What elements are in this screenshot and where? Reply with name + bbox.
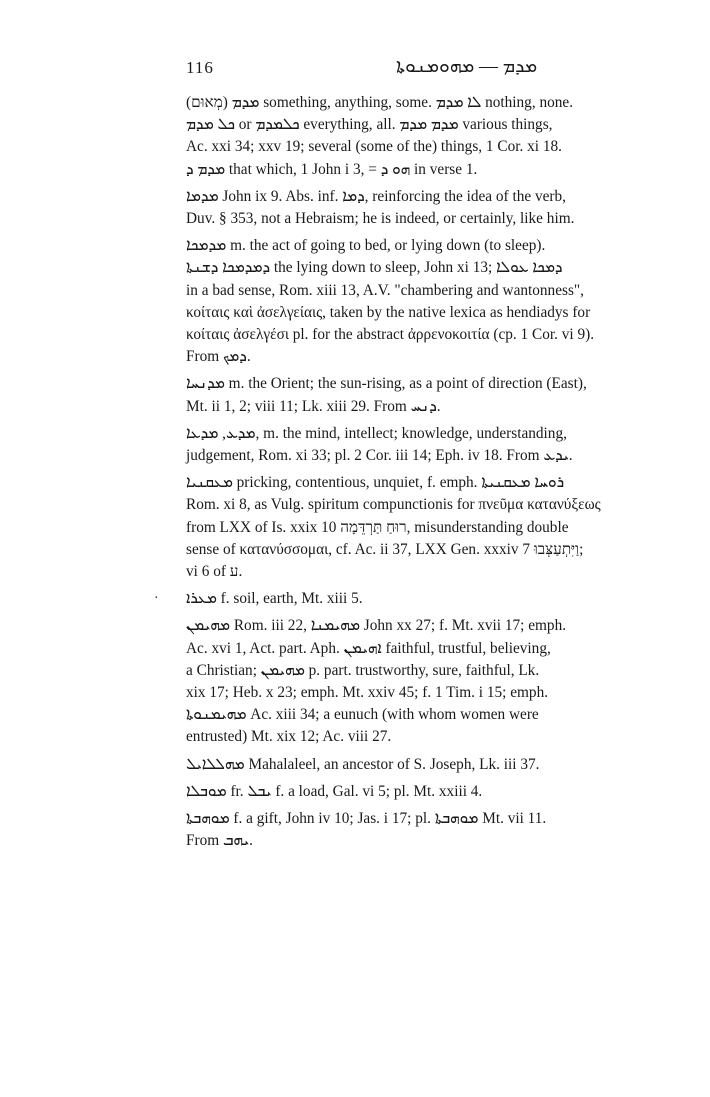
- entry-line: Rom. xi 8, as Vulg. spiritum compunctionis for πνεῦμα κατανύξεως: [186, 496, 601, 514]
- entry-line: Mt. ii 1, 2; viii 11; Lk. xiii 29. From ܕܢܚ.: [186, 397, 441, 415]
- entry-line: ܡܥܩܢܝܐ pricking, contentious, unquiet, f. emph. ܪܘܚܐ ܡܥܩܢܝܬܐ: [186, 474, 565, 492]
- dictionary-entry: [186, 615, 680, 748]
- entry-line: ܡܘܗܒܬܐ f. a gift, John iv 10; Jas. i 17; pl. ܡܘܗܒܬܐ Mt. vii 11.: [186, 810, 547, 828]
- entry-line: ܡܗܝܡܢ Rom. iii 22, ܡܗܝܡܢܐ John xx 27; f. Mt. xvii 17; emph.: [186, 617, 567, 635]
- entry-line: κοίταις ἀσελγέσι pl. for the abstract ἀρρενοκοιτία (cp. 1 Cor. vi 9).: [186, 326, 595, 344]
- page-header: [186, 52, 680, 82]
- entry-list: [154, 92, 680, 858]
- entry-line: From ܝܗܒ.: [186, 832, 253, 850]
- running-title: ܡܕܡ — ܡܗܘܡܢܘܬܐ: [396, 56, 538, 77]
- entry-line: ܡܕܡ (מְאוּם) something, anything, some. ܠܐ ܡܕܡ nothing, none.: [186, 94, 574, 111]
- dictionary-entry: [186, 472, 680, 583]
- entry-line: ܡܕܡܟܐ m. the act of going to bed, or lying down (to sleep).: [186, 237, 546, 255]
- entry-line: judgement, Rom. xi 33; pl. 2 Cor. iii 14; Eph. iv 18. From ܝܕܥ.: [186, 447, 573, 465]
- entry-line: sense of κατανύσσομαι, cf. Ac. ii 37, LXX Gen. xxxiv 7 וַיִּתְעַצְּבוּ;: [186, 540, 584, 558]
- entry-line: a Christian; ܡܗܝܡܢ p. part. trustworthy, sure, faithful, Lk.: [186, 661, 540, 679]
- entry-line: Ac. xxi 34; xxv 19; several (some of the) things, 1 Cor. xi 18.: [186, 138, 562, 156]
- entry-line: entrusted) Mt. xix 12; Ac. viii 27.: [186, 728, 392, 746]
- entry-line: Duv. § 353, not a Hebraism; he is indeed, or certainly, like him.: [186, 210, 575, 228]
- entry-line: ܡܕܡ ܕ that which, 1 John i 3, = ܗܘ ܕ in verse 1.: [186, 160, 478, 178]
- dictionary-entry: [186, 754, 680, 776]
- entry-line: ܡܗܠܠܐܝܠ Mahalaleel, an ancestor of S. Joseph, Lk. iii 37.: [186, 755, 540, 773]
- dictionary-entry: [186, 808, 680, 852]
- dictionary-entry: [186, 373, 680, 417]
- entry-line: vi 6 of ע.: [186, 563, 243, 581]
- dictionary-entry: [186, 235, 680, 368]
- dictionary-entry: [186, 423, 680, 467]
- dictionary-entry: [186, 186, 680, 230]
- entry-line: From ܕܡܟ.: [186, 348, 251, 366]
- entry-line: κοίταις καὶ ἀσελγείαις, taken by the native lexica as hendiadys for: [186, 303, 591, 321]
- dictionary-entry: · ܡܥܪܐ f. soil, earth, Mt. xiii 5.: [186, 588, 680, 610]
- entry-line: Ac. xvi 1, Act. part. Aph. ܐܗܝܡܢ faithful, trustful, believing,: [186, 639, 551, 657]
- dictionary-entry: [186, 92, 680, 181]
- entry-line: ܡܕܥ, ܡܕܥܐ, m. the mind, intellect; knowledge, understanding,: [186, 424, 567, 442]
- entry-line: ܡܥܪܐ f. soil, earth, Mt. xiii 5.: [186, 590, 363, 608]
- entry-line: ܡܕܡܐ John ix 9. Abs. inf. ܕܡܐ, reinforcing the idea of the verb,: [186, 187, 566, 205]
- entry-line: ܡܕܢܚܐ m. the Orient; the sun-rising, as a point of direction (East),: [186, 375, 587, 393]
- entry-line: from LXX of Is. xxix 10 רוּחַ תַּרְדֵּמָה, misunderstanding double: [186, 518, 569, 536]
- entry-line: in a bad sense, Rom. xiii 13, A.V. "chambering and wantonness",: [186, 281, 584, 299]
- entry-line: ܡܗܝܡܢܘܬܐ Ac. xiii 34; a eunuch (with whom women were: [186, 706, 539, 724]
- page-number: 116: [186, 58, 214, 77]
- entry-line: xix 17; Heb. x 23; emph. Mt. xxiv 45; f. 1 Tim. i 15; emph.: [186, 684, 549, 702]
- entry-line: ܡܘܒܠܐ fr. ܝܒܠ f. a load, Gal. vi 5; pl. Mt. xxiii 4.: [186, 782, 483, 800]
- entry-line: ܟܠ ܡܕܡ or ܟܠܡܕܡ everything, all. ܡܕܡ ܡܕܡ various things,: [186, 116, 553, 134]
- dictionary-entry: [186, 781, 680, 803]
- entry-line: ܕܡܕܡܟܐ ܕܫܢܬܐ the lying down to sleep, John xi 13; ܕܡܟܐ ܥܘܠܐ: [186, 259, 563, 277]
